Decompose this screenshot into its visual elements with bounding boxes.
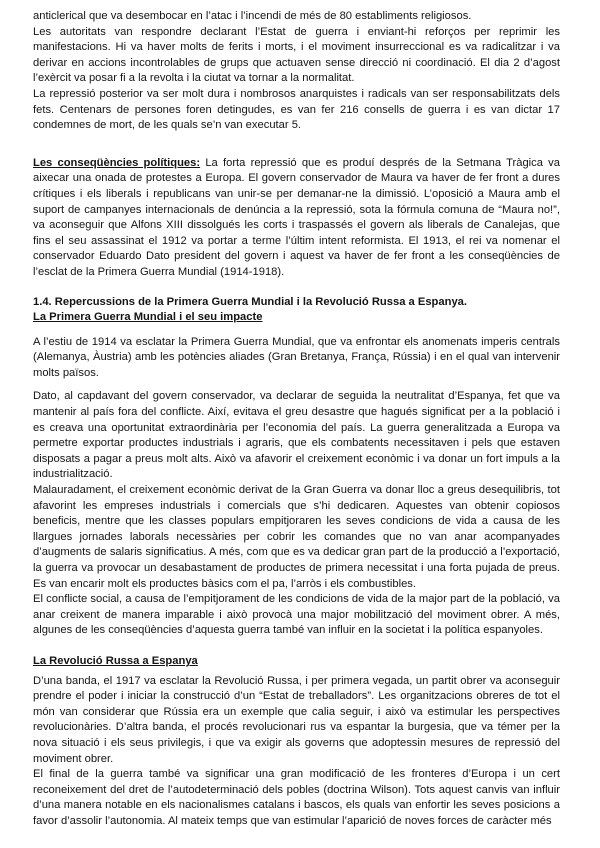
paragraph-authorities-response: Les autoritats van respondre declarant l’Estat de guerra i enviant-hi reforços per reprimir les manifestacions. Hi va haver molts de ferits i morts, i el moviment insurreccional es va radicalitzar i va derivar en accions incontrolables de grups que actuaven sense direcció ni coordinació. El dia 2 d’agost l’exèrcit va posar fi a la revolta i la ciutat va tornar a la normalitat. <box>33 25 560 85</box>
paragraph-war-outbreak: A l’estiu de 1914 va esclatar la Primera Guerra Mundial, que va enfrontar els anomenats imperis centrals (Alemanya, Àustria) amb les potències aliades (Gran Bretanya, França, Rússia) i en el qual van intervenir molts països. <box>33 335 560 379</box>
paragraph-repression: La repressió posterior va ser molt dura i nombrosos anarquistes i radicals van ser responsabilitzats dels fets. Centenars de persones foren detingudes, es van fer 216 consells de guerra i es van dictar 17 condemnes de mort, de les quals se’n van executar 5. <box>33 87 560 132</box>
paragraph-revolt-end: anticlerical que va desembocar en l’atac i l’incendi de més de 80 establiments religiosos. <box>33 10 472 22</box>
paragraph-neutrality: Dato, al capdavant del govern conservador, va declarar de seguida la neutralitat d’Espanya, fet que va mantenir al país fora del conflicte. Així, evitava el greu desastre que hagués significat per a la població i es creava una oportunitat extraordinària per l’economia del país. La guerra generalitzada a Europa va permetre exportar productes industrials i agraris, que els combatents necessitaven i pels que estaven disposats a pagar a preus molt alts. Això va afavorir el creixement econòmic i va donar un fort impuls a la industrialització. <box>33 390 560 481</box>
paragraph-social-conflict: El conflicte social, a causa de l’empitjorament de les condicions de vida de la major part de la població, va anar creixent de manera imparable i això provocà una major mobilització del moviment obrer. A més, algunes de les conseqüències d’aquesta guerra també van influir en la societat i la política espanyoles. <box>33 593 560 637</box>
political-consequences-label: Les conseqüències polítiques: <box>33 156 201 169</box>
subheading-first-world-war <box>33 310 560 326</box>
section-heading: 1.4. Repercussions de la Primera Guerra Mundial i la Revolució Russa a Espanya. <box>33 295 467 308</box>
subheading-first-world-war-text: La Primera Guerra Mundial i el seu impacte <box>33 311 263 324</box>
paragraph-war-end: El final de la guerra també va significar una gran modificació de les fronteres d’Europa i un cert reconeixement del dret de l’autodeterminació dels pobles (doctrina Wilson). Tots aquest canvis van influir d’una manera notable en els nacionalismes catalans i bascos, els quals van enfortir les seves posicions a favor d’assolir l’autonomia. Al mateix temps que van estimular l’aparició de noves forces de caràcter més <box>33 768 560 827</box>
political-consequences-text: La forta repressió que es produí després de la Setmana Tràgica va aixecar una onada de protestes a Europa. El govern conservador de Maura va haver de fer front a dures crítiques i els liberals i republicans van unir-se per demanar-ne la dimissió. L’oposició a Maura amb el suport de campanyes internacionals de denúncia a la repressió, sota la fórmula comuna de “Maura no!”, va aconseguir que Alfons XIII dissolgués les corts i traspassés el govern als liberals de Canalejas, que fins el seu assassinat el 1912 va portar a terme l’últim intent reformista. El 1913, el rei va nomenar el conservador Eduardo Dato president del govern i aquest va haver de fer front a les conseqüències de l’esclat de la Primera Guerra Mundial (1914-1918). <box>33 156 560 278</box>
paragraph-russian-revolution: D’una banda, el 1917 va esclatar la Revolució Russa, i per primera vegada, un partit obrer va aconseguir prendre el poder i iniciar la construcció d’un “Estat de treballadors”. Les organitzacions obreres de tot el món van considerar que Rússia era un exemple que calia seguir, i això va estimular les perspectives revolucionàries. D’altra banda, el procés revolucionari rus va espantar la burgesia, que va témer per la nova situació i els seus privilegis, i que va exigir als governs que adoptessin mesures de repressió del moviment obrer. <box>33 674 560 765</box>
document-page <box>33 9 560 830</box>
paragraph-imbalances: Malauradament, el creixement econòmic derivat de la Gran Guerra va donar lloc a greus desequilibris, tot afavorint les empreses industrials i comercials que s’hi dedicaren. Aquestes van obtenir copiosos beneficis, mentre que les classes populars empitjoraren les seves condicions de vida a causa de les llargues jornades laborals necessàries per cobrir les comandes que no van anar acompanyades d’augments de salaris significatius. A més, com que es va dedicar gran part de la producció a l’exportació, la guerra va provocar un desabastament de productes de primera necessitat i una forta pujada de preus. Es van encarir molt els productes bàsics com el pa, l’arròs i els combustibles. <box>33 484 560 590</box>
paragraph-political-consequences <box>33 156 560 281</box>
subheading-russian-revolution-text: La Revolució Russa a Espanya <box>33 654 198 667</box>
subheading-russian-revolution <box>33 654 560 670</box>
